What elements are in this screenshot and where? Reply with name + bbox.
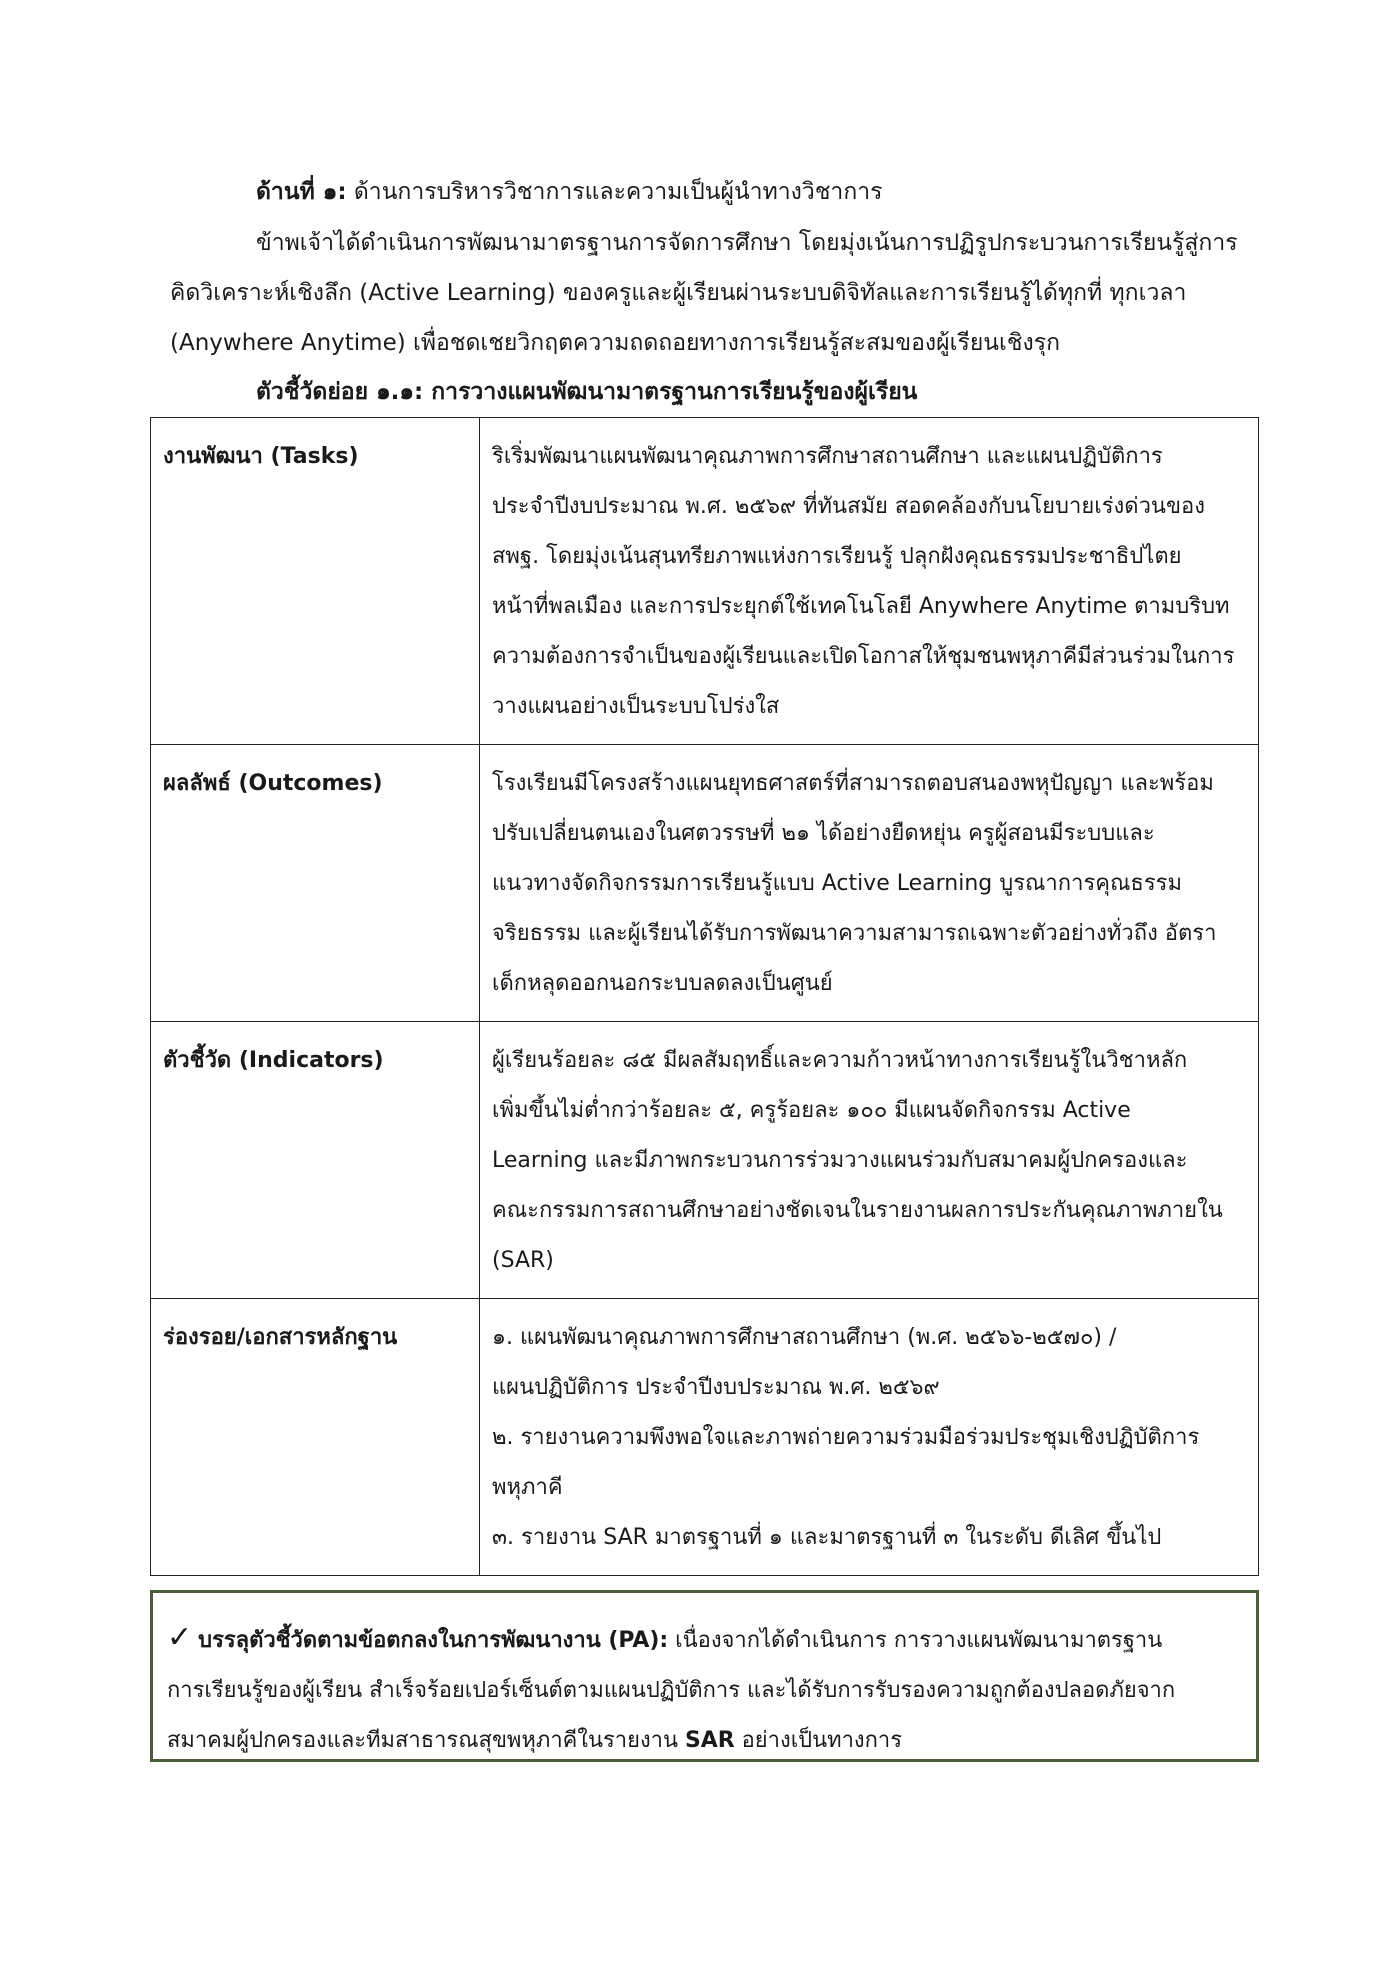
content-line: แนวทางจัดกิจกรรมการเรียนรู้แบบ Active Learning บูรณาการคุณธรรม xyxy=(492,871,1182,896)
pa-line-3-start: สมาคมผู้ปกครองและทีมสาธารณสุขพหุภาคีในรายงาน xyxy=(167,1728,685,1753)
area-title: ด้านการบริหารวิชาการและความเป็นผู้นำทางวิชาการ xyxy=(353,179,883,205)
intro-line-1: ข้าพเจ้าได้ดำเนินการพัฒนามาตรฐานการจัดการศึกษา โดยมุ่งเน้นการปฏิรูปกระบวนการเรียนรู้สู่การ xyxy=(256,230,1238,256)
area-label: ด้านที่ ๑: xyxy=(256,179,347,205)
content-line: ๑. แผนพัฒนาคุณภาพการศึกษาสถานศึกษา (พ.ศ. ๒๕๖๖-๒๕๗๐) / xyxy=(492,1325,1117,1350)
row-label: งานพัฒนา (Tasks) xyxy=(151,418,480,745)
area-heading xyxy=(256,177,883,207)
row-content xyxy=(480,418,1259,745)
content-line: ปรับเปลี่ยนตนเองในศตวรรษที่ ๒๑ ได้อย่างยืดหยุ่น ครูผู้สอนมีระบบและ xyxy=(492,821,1155,846)
content-line: วางแผนอย่างเป็นระบบโปร่งใส xyxy=(492,694,780,719)
content-line: โรงเรียนมีโครงสร้างแผนยุทธศาสตร์ที่สามารถตอบสนองพหุปัญญา และพร้อม xyxy=(492,771,1214,796)
content-line: หน้าที่พลเมือง และการประยุกต์ใช้เทคโนโลยี Anywhere Anytime ตามบริบท xyxy=(492,594,1230,619)
table-row xyxy=(151,1022,1259,1299)
content-line: ๓. รายงาน SAR มาตรฐานที่ ๑ และมาตรฐานที่ ๓ ในระดับ ดีเลิศ ขึ้นไป xyxy=(492,1525,1162,1550)
check-icon: ✓ xyxy=(167,1620,193,1655)
row-content xyxy=(480,1022,1259,1299)
content-line: เด็กหลุดออกนอกระบบลดลงเป็นศูนย์ xyxy=(492,971,833,996)
row-content xyxy=(480,745,1259,1022)
pa-bold-label: บรรลุตัวชี้วัดตามข้อตกลงในการพัฒนางาน (PA): xyxy=(198,1628,669,1653)
content-line: สพฐ. โดยมุ่งเน้นสุนทรียภาพแห่งการเรียนรู้ ปลุกฝังคุณธรรมประชาธิปไตย xyxy=(492,544,1182,569)
development-table xyxy=(150,417,1259,1576)
content-line: ประจำปีงบประมาณ พ.ศ. ๒๕๖๙ ที่ทันสมัย สอดคล้องกับนโยบายเร่งด่วนของ xyxy=(492,494,1205,519)
content-line: แผนปฏิบัติการ ประจำปีงบประมาณ พ.ศ. ๒๕๖๙ xyxy=(492,1375,940,1400)
indicator-heading: ตัวชี้วัดย่อย ๑.๑: การวางแผนพัฒนามาตรฐานการเรียนรู้ของผู้เรียน xyxy=(256,379,918,405)
pa-achievement-box xyxy=(150,1590,1259,1762)
content-line: ผู้เรียนร้อยละ ๘๕ มีผลสัมฤทธิ์และความก้าวหน้าทางการเรียนรู้ในวิชาหลัก xyxy=(492,1048,1188,1073)
content-line: (SAR) xyxy=(492,1248,554,1273)
pa-line-3-end: อย่างเป็นทางการ xyxy=(734,1728,902,1753)
pa-text-1: เนื่องจากได้ดำเนินการ การวางแผนพัฒนามาตรฐาน xyxy=(668,1628,1163,1653)
row-label: ร่องรอย/เอกสารหลักฐาน xyxy=(151,1299,480,1576)
pa-line-3 xyxy=(167,1716,1242,1766)
pa-line-2: การเรียนรู้ของผู้เรียน สำเร็จร้อยเปอร์เซ็นต์ตามแผนปฏิบัติการ และได้รับการรับรองความถูกต้องปลอดภัยจาก xyxy=(167,1678,1176,1703)
content-line: Learning และมีภาพกระบวนการร่วมวางแผนร่วมกับสมาคมผู้ปกครองและ xyxy=(492,1148,1188,1173)
content-line: คณะกรรมการสถานศึกษาอย่างชัดเจนในรายงานผลการประกันคุณภาพภายใน xyxy=(492,1198,1223,1223)
row-label: ตัวชี้วัด (Indicators) xyxy=(151,1022,480,1299)
intro-line-3: (Anywhere Anytime) เพื่อชดเชยวิกฤตความถดถอยทางการเรียนรู้สะสมของผู้เรียนเชิงรุก xyxy=(170,330,1061,356)
content-line: ความต้องการจำเป็นของผู้เรียนและเปิดโอกาสให้ชุมชนพหุภาคีมีส่วนร่วมในการ xyxy=(492,644,1235,669)
table-row xyxy=(151,418,1259,745)
pa-sar-label: SAR xyxy=(684,1728,735,1753)
intro-line-2: คิดวิเคราะห์เชิงลึก (Active Learning) ของครูและผู้เรียนผ่านระบบดิจิทัลและการเรียนรู้ได้ทุกที่ ทุกเวลา xyxy=(170,280,1187,306)
row-label: ผลลัพธ์ (Outcomes) xyxy=(151,745,480,1022)
content-line: ริเริ่มพัฒนาแผนพัฒนาคุณภาพการศึกษาสถานศึกษา และแผนปฏิบัติการ xyxy=(492,444,1163,469)
content-line: พหุภาคี xyxy=(492,1475,563,1500)
table-row xyxy=(151,1299,1259,1576)
table-row xyxy=(151,745,1259,1022)
content-line: จริยธรรม และผู้เรียนได้รับการพัฒนาความสามารถเฉพาะตัวอย่างทั่วถึง อัตรา xyxy=(492,921,1217,946)
content-line: ๒. รายงานความพึงพอใจและภาพถ่ายความร่วมมือร่วมประชุมเชิงปฏิบัติการ xyxy=(492,1425,1200,1450)
content-line: เพิ่มขึ้นไม่ต่ำกว่าร้อยละ ๕, ครูร้อยละ ๑๐๐ มีแผนจัดกิจกรรม Active xyxy=(492,1098,1131,1123)
row-content xyxy=(480,1299,1259,1576)
pa-line-1 xyxy=(167,1613,1242,1666)
